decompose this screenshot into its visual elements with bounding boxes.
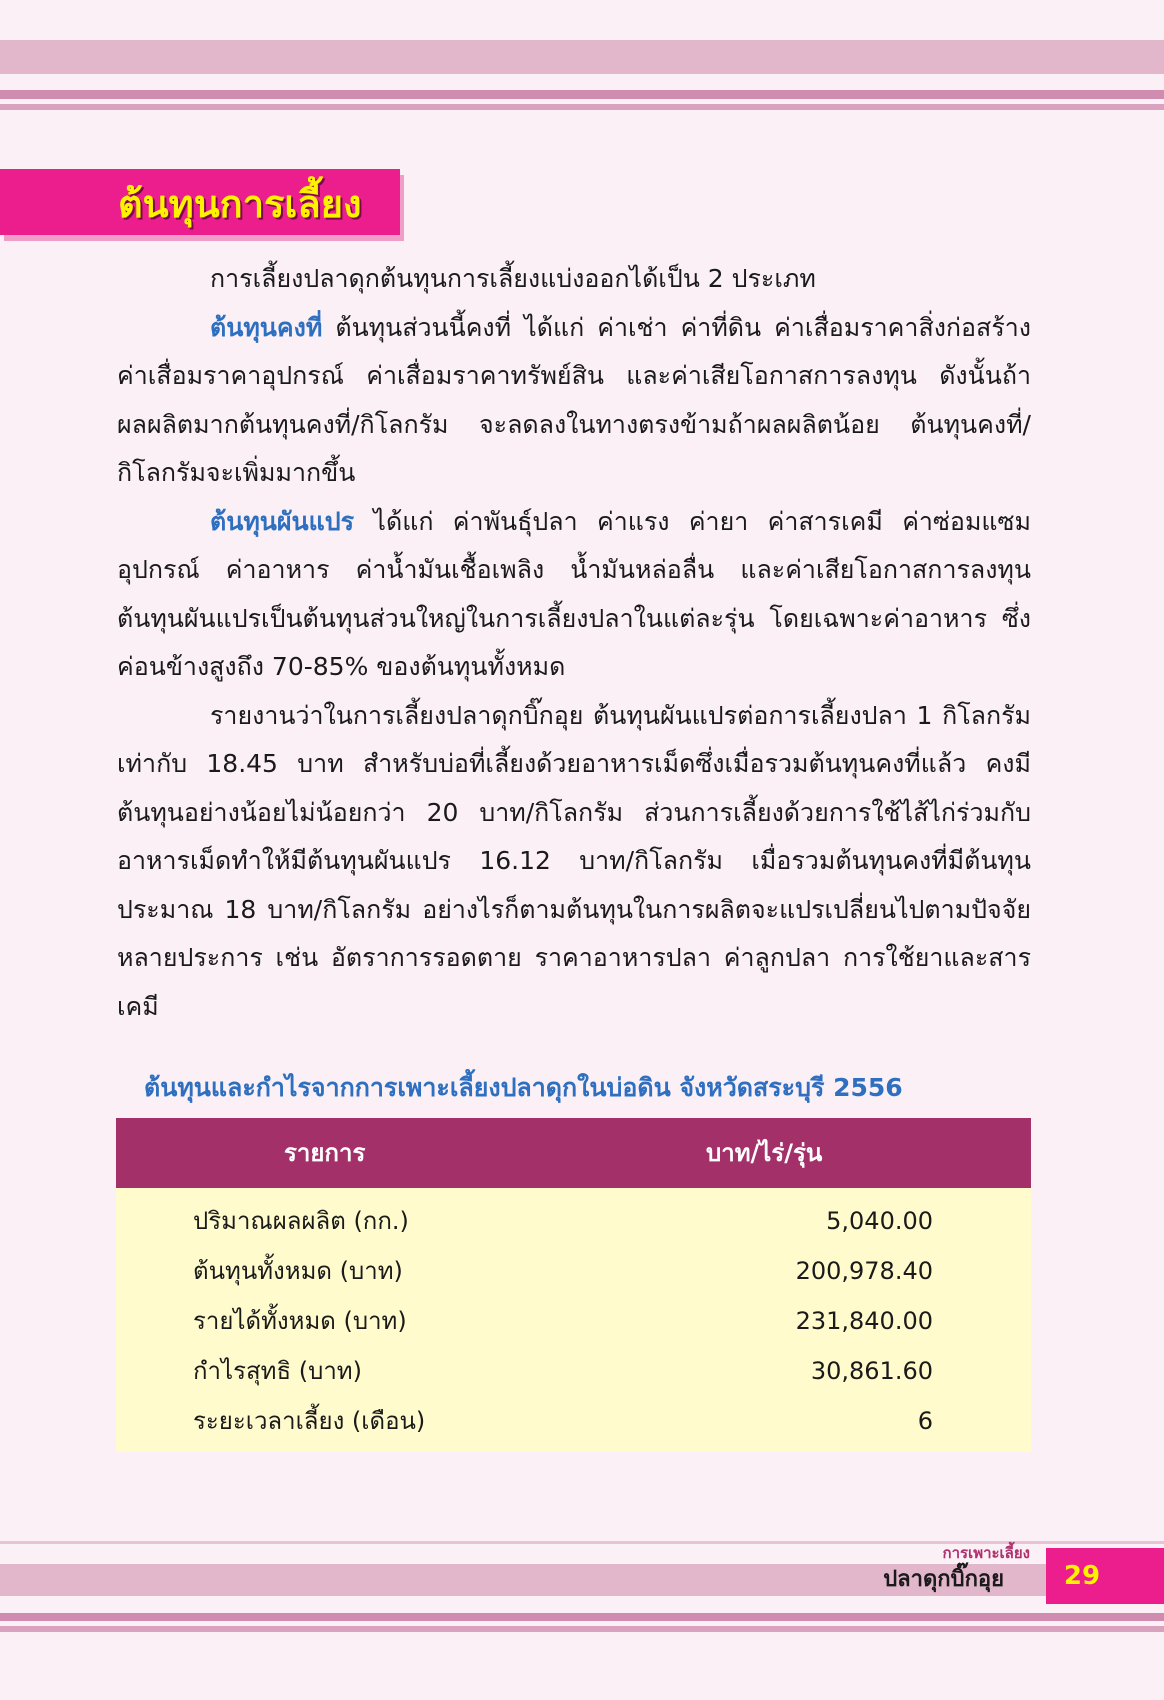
row-value: 30,861.60 [810,1357,933,1385]
footer-series-title: การเพาะเลี้ยง [942,1544,1030,1562]
header-item: รายการ [284,1139,366,1167]
header-stripe [0,104,1164,110]
variable-cost-text: ได้แก่ ค่าพันธุ์ปลา ค่าแรง ค่ายา ค่าสารเคมี ค่าซ่อมแซมอุปกรณ์ ค่าอาหาร ค่าน้ำมันเชื้อเพลิง น้ำมันหล่อลื่น และค่าเสียโอกาสการลงทุน ต้นทุนผันแปรเป็นต้นทุนส่วนใหญ่ในการเลี้ยงปลาในแต่ละรุ่น โดยเฉพาะค่าอาหาร ซึ่งค่อนข้างสูงถึง 70-85% ของต้นทุนทั้งหมด [117,506,1031,681]
row-value: 5,040.00 [826,1207,933,1235]
fixed-cost-text: ต้นทุนส่วนนี้คงที่ ได้แก่ ค่าเช่า ค่าที่ดิน ค่าเสื่อมราคาสิ่งก่อสร้าง ค่าเสื่อมราคาอุปกรณ์ ค่าเสื่อมราคาทรัพย์สิน และค่าเสียโอกาสการลงทุน ดังนั้นถ้าผลผลิตมากต้นทุนคงที่/กิโลกรัม จะลดลงในทางตรงข้ามถ้าผลผลิตน้อย ต้นทุนคงที่/กิโลกรัมจะเพิ่มมากขึ้น [117,312,1031,487]
table-row [116,1246,1031,1296]
body-text [117,255,1031,1031]
table-header [116,1118,1031,1188]
paragraph-intro: การเลี้ยงปลาดุกต้นทุนการเลี้ยงแบ่งออกได้เป็น 2 ประเภท [210,264,816,293]
paragraph-variable-cost [117,498,1031,692]
table-row [116,1296,1031,1346]
header-value: บาท/ไร่/รุ่น [706,1139,823,1167]
footer-stripe [0,1613,1164,1621]
table-row [116,1346,1031,1396]
cost-table [116,1118,1031,1452]
table-body [116,1196,1031,1446]
paragraph-report: รายงานว่าในการเลี้ยงปลาดุกบิ๊กอุย ต้นทุนผันแปรต่อการเลี้ยงปลา 1 กิโลกรัม เท่ากับ 18.45 บาท สำหรับบ่อที่เลี้ยงด้วยอาหารเม็ดซึ่งเมื่อรวมต้นทุนคงที่แล้ว คงมีต้นทุนอย่างน้อยไม่น้อยกว่า 20 บาท/กิโลกรัม ส่วนการเลี้ยงด้วยการใช้ไส้ไก่ร่วมกับอาหารเม็ดทำให้มีต้นทุนผันแปร 16.12 บาท/กิโลกรัม เมื่อรวมต้นทุนคงที่มีต้นทุนประมาณ 18 บาท/กิโลกรัม อย่างไรก็ตามต้นทุนในการผลิตจะแปรเปลี่ยนไปตามปัจจัยหลายประการ เช่น อัตราการรอดตาย ราคาอาหารปลา ค่าลูกปลา การใช้ยาและสารเคมี [117,700,1031,1021]
row-value: 231,840.00 [795,1307,933,1335]
row-label: ต้นทุนทั้งหมด (บาท) [193,1257,403,1285]
table-row [116,1196,1031,1246]
footer-stripe [0,1626,1164,1632]
row-label: รายได้ทั้งหมด (บาท) [193,1307,407,1335]
header-stripe [0,90,1164,99]
page-number: 29 [1063,1561,1101,1591]
variable-cost-term: ต้นทุนผันแปร [210,506,355,536]
header-band [0,40,1164,74]
fixed-cost-term: ต้นทุนคงที่ [210,312,323,342]
paragraph-fixed-cost [117,304,1031,498]
row-label: กำไรสุทธิ (บาท) [193,1357,362,1385]
table-caption: ต้นทุนและกำไรจากการเพาะเลี้ยงปลาดุกในบ่อดิน จังหวัดสระบุรี 2556 [144,1073,903,1102]
footer-book-title: ปลาดุกบิ๊กอุย [883,1567,1004,1592]
row-label: ปริมาณผลผลิต (กก.) [193,1207,409,1235]
row-label: ระยะเวลาเลี้ยง (เดือน) [193,1407,426,1435]
table-row [116,1396,1031,1446]
row-value: 200,978.40 [795,1257,933,1285]
row-value: 6 [917,1407,933,1435]
section-title: ต้นทุนการเลี้ยง [118,182,362,226]
